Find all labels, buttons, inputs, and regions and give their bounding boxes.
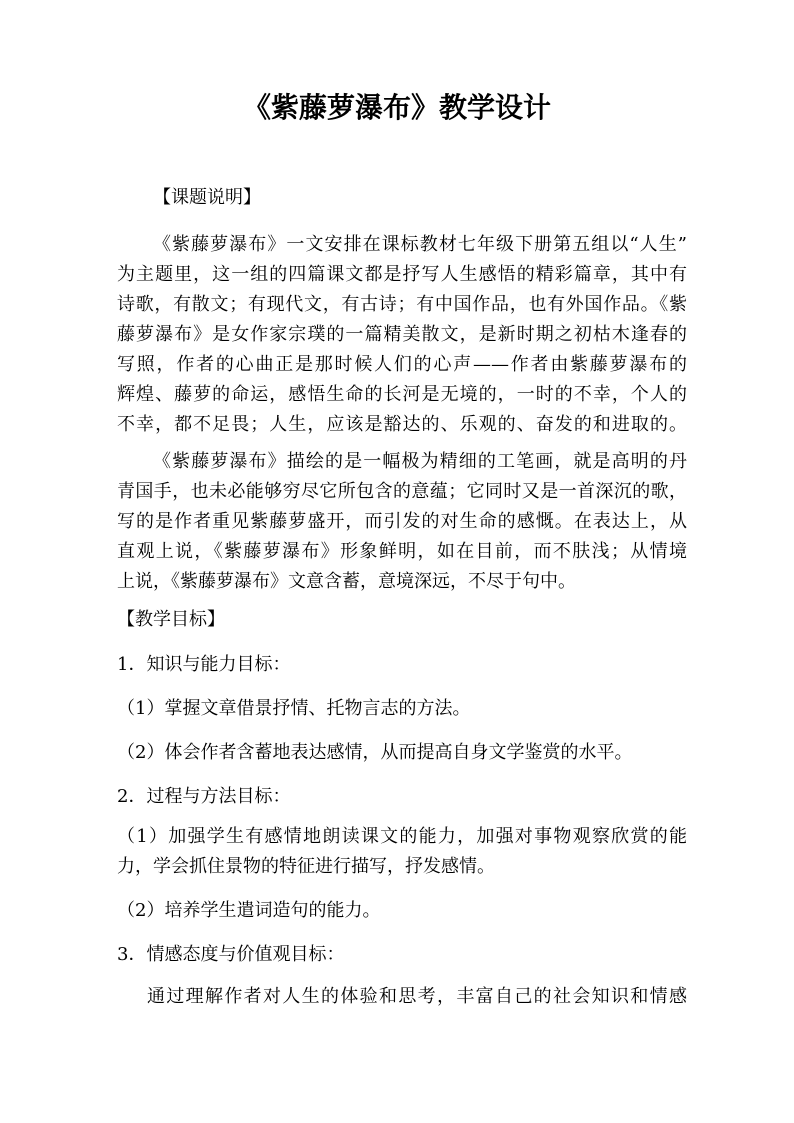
paragraph-line: 为主题里，这一组的四篇课文都是抒写人生感悟的精彩篇章，其中有: [117, 264, 687, 285]
section-heading-goals: 【教学目标】: [117, 609, 225, 630]
paragraph-line: 辉煌、藤萝的命运，感悟生命的长河是无境的，一时的不幸，个人的: [117, 384, 687, 405]
goal-heading-3: 3．情感态度与价值观目标：: [117, 944, 345, 965]
paragraph-line: 《紫藤萝瀑布》一文安排在课标教材七年级下册第五组以“人生”: [153, 234, 687, 255]
goal-item: （2）培养学生遣词造句的能力。: [117, 900, 381, 921]
goal-text: [117, 982, 687, 1012]
goal-item: （2）体会作者含蓄地表达感情，从而提高自身文学鉴赏的水平。: [117, 742, 633, 763]
paragraph-line: （1）加强学生有感情地朗读课文的能力，加强对事物观察欣赏的能: [117, 826, 687, 847]
paragraph-line: 藤萝瀑布》是女作家宗璞的一篇精美散文，是新时期之初枯木逢春的: [117, 324, 687, 345]
paragraph-line: 写照，作者的心曲正是那时候人们的心声——作者由紫藤萝瀑布的: [117, 354, 687, 375]
paragraph-line: 通过理解作者对人生的体验和思考，丰富自己的社会知识和情感: [147, 986, 687, 1007]
paragraph-line: 《紫藤萝瀑布》描绘的是一幅极为精细的工笔画，就是高明的丹: [153, 451, 687, 472]
paragraph-line: 上说，《紫藤萝瀑布》文意含蓄，意境深远，不尽于句中。: [117, 571, 576, 592]
goal-item: （1）掌握文章借景抒情、托物言志的方法。: [117, 698, 471, 719]
paragraph-subject-2: [117, 447, 687, 597]
paragraph-line: 青国手，也未必能够穷尽它所包含的意蕴；它同时又是一首深沉的歌，: [117, 481, 687, 502]
paragraph-line: 诗歌，有散文；有现代文，有古诗；有中国作品，也有外国作品。《紫: [117, 294, 687, 315]
goal-heading-2: 2．过程与方法目标：: [117, 786, 291, 807]
paragraph-line: 力，学会抓住景物的特征进行描写，抒发感情。: [117, 856, 495, 877]
goal-item-multiline: [117, 822, 687, 882]
paragraph-subject-1: [117, 230, 687, 440]
goal-heading-1: 1．知识与能力目标：: [117, 654, 291, 675]
document-title: 《紫藤萝瀑布》教学设计: [242, 91, 551, 124]
paragraph-line: 写的是作者重见紫藤萝盛开，而引发的对生命的感慨。在表达上，从: [117, 511, 687, 532]
paragraph-line: 直观上说，《紫藤萝瀑布》形象鲜明，如在目前，而不肤浅；从情境: [117, 541, 687, 562]
paragraph-line: 不幸，都不足畏；人生，应该是豁达的、乐观的、奋发的和进取的。: [117, 414, 687, 435]
section-heading-subject: 【课题说明】: [153, 187, 261, 208]
